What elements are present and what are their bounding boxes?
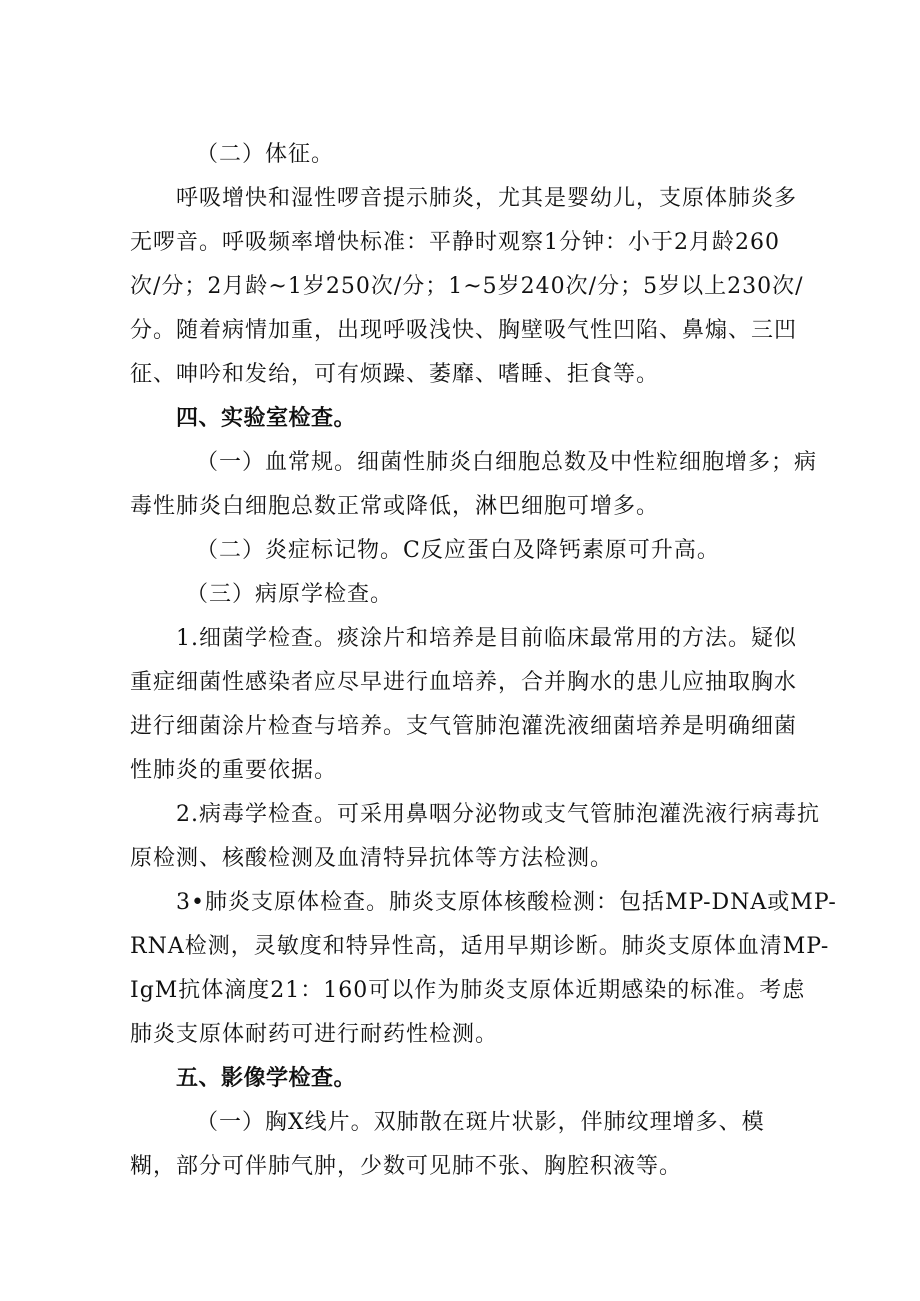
paragraph-line: 1.细菌学检查。痰涂片和培养是目前临床最常用的方法。疑似 xyxy=(176,626,797,651)
paragraph-line: 无啰音。呼吸频率增快标准：平静时观察1分钟：小于2月龄260 xyxy=(130,230,780,255)
paragraph-line: 3•肺炎支原体检查。肺炎支原体核酸检测：包括MP-DNA或MP- xyxy=(176,890,837,915)
paragraph-line: 毒性肺炎白细胞总数正常或降低，淋巴细胞可增多。 xyxy=(130,494,660,519)
paragraph-line: IgM抗体滴度21：160可以作为肺炎支原体近期感染的标准。考虑 xyxy=(130,978,806,1003)
paragraph-line: 肺炎支原体耐药可进行耐药性检测。 xyxy=(130,1022,499,1047)
paragraph-line: RNA检测，灵敏度和特异性高，适用早期诊断。肺炎支原体血清MP- xyxy=(130,934,830,959)
section-heading-imaging: 五、影像学检查。 xyxy=(176,1066,357,1091)
paragraph-line: 性肺炎的重要依据。 xyxy=(130,758,338,783)
paragraph-line: 2.病毒学检查。可采用鼻咽分泌物或支气管肺泡灌洗液行病毒抗 xyxy=(176,802,820,827)
paragraph-line: 重症细菌性感染者应尽早进行血培养，合并胸水的患儿应抽取胸水 xyxy=(130,670,798,695)
paragraph-line: 分。随着病情加重，出现呼吸浅快、胸壁吸气性凹陷、鼻煽、三凹 xyxy=(130,318,798,343)
paragraph-line: 次/分；2月龄~1岁250次/分；1~5岁240次/分；5岁以上230次/ xyxy=(130,274,804,299)
paragraph-line: 进行细菌涂片检查与培养。支气管肺泡灌洗液细菌培养是明确细菌 xyxy=(130,714,798,739)
paragraph-line: 征、呻吟和发绐，可有烦躁、萎靡、嗜睡、拒食等。 xyxy=(130,362,660,387)
paragraph-line: （一）血常规。细菌性肺炎白细胞总数及中性粒细胞增多；病 xyxy=(196,450,818,475)
subsection-heading-pathogen: （三）病原学检查。 xyxy=(186,582,394,607)
paragraph-line: （一）胸X线片。双肺散在斑片状影，伴肺纹理增多、模 xyxy=(196,1110,765,1135)
subsection-heading-signs: （二）体征。 xyxy=(196,142,335,167)
paragraph-line: 糊，部分可伴肺气肿，少数可见肺不张、胸腔积液等。 xyxy=(130,1154,683,1179)
paragraph-line: （二）炎症标记物。C反应蛋白及降钙素原可升高。 xyxy=(196,538,720,563)
paragraph-line: 呼吸增快和湿性啰音提示肺炎，尤其是婴幼儿，支原体肺炎多 xyxy=(176,186,798,211)
section-heading-lab-tests: 四、实验室检查。 xyxy=(176,406,357,431)
paragraph-line: 原检测、核酸检测及血清特异抗体等方法检测。 xyxy=(130,846,614,871)
